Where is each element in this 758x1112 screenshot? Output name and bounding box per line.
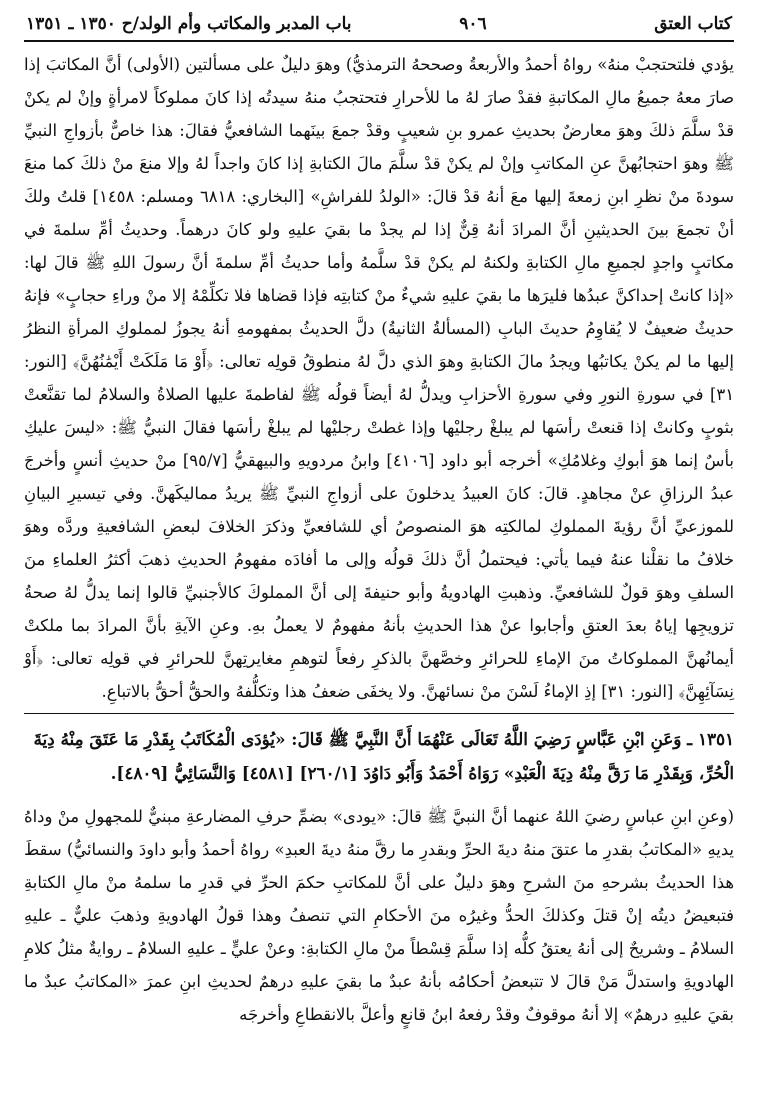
hadith-commentary [24,800,734,1031]
header-section-title: كتاب العتق [654,14,732,34]
commentary-continued [24,48,734,708]
hadith-block [24,722,734,790]
running-header [24,14,734,42]
header-chapter-title: باب المدبر والمكاتب وأم الولد/ح ١٣٥٠ ـ ١٣٥١ [26,14,352,34]
commentary-continued-text: يؤدي فلتحتجبْ منهُ» رواهُ أحمدُ والأربعةُ وصححهُ الترمذيُّ) وهوَ دليلٌ على مسألتين (الأولى) أنَّ المكاتبَ إذا صارَ معهُ جميعُ مالِ المكاتبةِ فقدْ صارَ لهُ ما للأحرارِ فتحتجبُ منهُ سيدتُه إذا كانَ مملوكاً لامرأةٍ وإنْ لم يكنْ قدْ سلَّمَ ذلكَ وهوَ معارضٌ بحديثِ عمرو بنِ شعيبٍ وقدْ جمعَ بينَهما الشافعيُّ فقالَ: هذا خاصٌّ بأزواجِ النبيِّ ﷺ وهوَ احتجابُهنَّ عنِ المكاتبِ وإنْ لم يكنْ قدْ سلَّمَ مالَ الكتابةِ إذا كانَ واجداً لهُ وإلا منعَ منْ ذلكَ كما منعَ سودةَ منْ نظرِ ابنِ زمعةَ إليها معَ أنهُ قدْ قالَ: «الولدُ للفراشِ» [البخاري: ٦٨١٨ ومسلم: ١٤٥٨] قلتُ ولكَ أنْ تجمعَ بينَ الحديثينِ أنَّ المرادَ أنهُ قِنٌّ إذا لم يجدْ ما بقيَ عليهِ ولو كانَ درهماً. وحديثُ أمِّ سلمةَ في مكاتبٍ واجدٍ لجميعِ مالِ الكتابةِ ولكنهُ لم يكنْ قدْ سلَّمهُ وأما حديثُ أمِّ سلمةَ أنَّ رسولَ اللهِ ﷺ قالَ لها: «إذا كانتْ إحداكنَّ عبدُها فليرَها ما بقيَ عليهِ شيءٌ منْ كتابتِه فإذا قضاها فلا تكلِّمْهُ إلا منْ وراءِ حجابٍ» فإنهُ حديثٌ ضعيفٌ لا يُقاوِمُ حديثَ البابِ (المسألةُ الثانيةُ) دلَّ الحديثُ بمفهومهِ أنهُ يجوزُ لمملوكِ المرأةِ النظرُ إليها ما لم يكنْ يكاتبُها ويجدُ مالَ الكتابةِ وهوَ الذي دلَّ لهُ منطوقُ قولِه تعالى: ﴿أَوْ مَا مَلَكَتْ أَيْمَٰنُهُنَّ﴾ [النور: ٣١] في سورةِ النورِ وفي سورةِ الأحزابِ ويدلُّ لهُ أيضاً قولُه ﷺ لفاطمةَ عليها الصلاةُ والسلامُ لما تقنَّعتْ بثوبٍ وكانتْ إذا قنعتْ رأسَها لم يبلغْ رجليْها وإذا غطتْ رجليْها لم يبلغْ رأسَها فقالَ النبيُّ ﷺ: «ليسَ عليكِ بأسٌ إنما هوَ أبوكِ وغلامُكِ» أخرجه أبو داود [٤١٠٦] وابنُ مردويهِ والبيهقيُّ [٩٥/٧] منْ حديثِ أنسٍ وأخرجَ عبدُ الرزاقِ عنْ مجاهدٍ. قالَ: كانَ العبيدُ يدخلونَ على أزواجِ النبيِّ ﷺ يريدُ مماليكَهنَّ. وفي تيسيرِ البيانِ للموزعيِّ أنَّ رؤيةَ المملوكِ لمالكتِه هوَ المنصوصُ أي للشافعيِّ وذكرَ الخلافَ لبعضِ الشافعيةِ وردَّه وهوَ خلافُ ما نقلْنا عنهُ فيما يأتي: فيحتملُ أنَّ ذلكَ قولُه وإلى ما أفادَه مفهومُ الحديثِ ذهبَ أكثرُ العلماءِ منَ السلفِ وهوَ قولٌ للشافعيِّ. وذهبتِ الهادويةُ وأبو حنيفةَ إلى أنَّ المملوكَ كالأجنبيِّ قالوا إنما يدلُّ لهُ صحةُ تزويجِها إياهُ بعدَ العتقِ وأجابوا عنْ هذا الحديثِ بأنهُ مفهومٌ لا يعملُ بهِ. وعنِ الآيةِ بأنَّ المرادَ بما ملكتْ أيمانُهنَّ المملوكاتُ منَ الإماءِ للحرائرِ وخصَّهنَّ بالذكرِ رفعاً لتوهمِ مغايرتِهنَّ للحرائرِ في قولِه تعالى: ﴿أَوْ نِسَآئِهِنَّ﴾ [النور: ٣١] إذِ الإماءُ لَسْنَ منْ نسائهنَّ. ولا يخفَى ضعفُ هذا وتكلُّفهُ والحقُّ أحقُّ بالاتباعِ. [24,55,734,701]
section-divider [24,713,734,714]
hadith-paragraph [24,722,734,790]
hadith-text: ـ وَعَنِ ابْنِ عَبَّاسٍ رَضِيَ اللَّهُ تَعَالَى عَنْهُمَا أَنَّ النَّبِيَّ ﷺ قَالَ: «يُؤدَى الْمُكَاتَبُ بِقَدْرِ مَا عَتَقَ مِنْهُ دِيَةَ الْحُرِّ، وَبِقَدْرِ مَا رَقَّ مِنْهُ دِيَةَ الْعَبْدِ» رَوَاهُ أَحْمَدُ وَأَبُو دَاوُدَ [٢٦٠/١] [٤٥٨١] وَالنَّسَائِيُّ [٤٨٠٩]. [33,729,734,783]
hadith-number: ١٣٥١ [697,729,734,749]
hadith-commentary-text: (وعنِ ابنِ عباسٍ رضيَ اللهُ عنهما أنَّ النبيَّ ﷺ قالَ: «يودى» بضمِّ حرفِ المضارعةِ مبنيٌّ للمجهولِ منْ وداهُ يديهِ «المكاتبُ بقدرِ ما عتقَ منهُ ديةَ الحرِّ وبقدرِ ما رقَّ منهُ ديةَ العبدِ» رواهُ أحمدُ وأبو داودَ والنسائيُّ) سقطَ هذا الحديثُ بشرحهِ منَ الشرحِ وهوَ دليلٌ على أنَّ للمكاتبِ حكمَ الحرِّ في قدرِ ما سلمهُ منْ مالِ الكتابةِ فتبعيضُ ديتُه إنْ قتلَ وكذلكَ الحدُّ وغيرُه منَ الأحكامِ التي تنصفُ وهذا قولُ الهادويةِ وذهبَ عليٌّ ـ عليهِ السلامُ ـ وشريحٌ إلى أنهُ يعتقُ كلُّه إذا سلَّمَ قِسْطاً منْ مالِ الكتابةِ: وعنْ عليٍّ ـ عليهِ السلامُ ـ روايةٌ مثلُ كلامِ الهادويةِ واستدلَّ مَنْ قالَ لا تتبعضُ أحكامُه بأنهُ عبدٌ ما بقيَ عليهِ درهمٌ لحديثِ ابنِ عمرَ «المكاتبُ عبدٌ ما بقيَ عليهِ درهمٌ» إلا أنهُ موقوفٌ وقدْ رفعهُ ابنُ قانعٍ وأعلَّ بالانقطاعِ وأخرجَه [24,807,734,1024]
header-page-number: ٩٠٦ [459,14,487,34]
book-page [24,14,734,1112]
